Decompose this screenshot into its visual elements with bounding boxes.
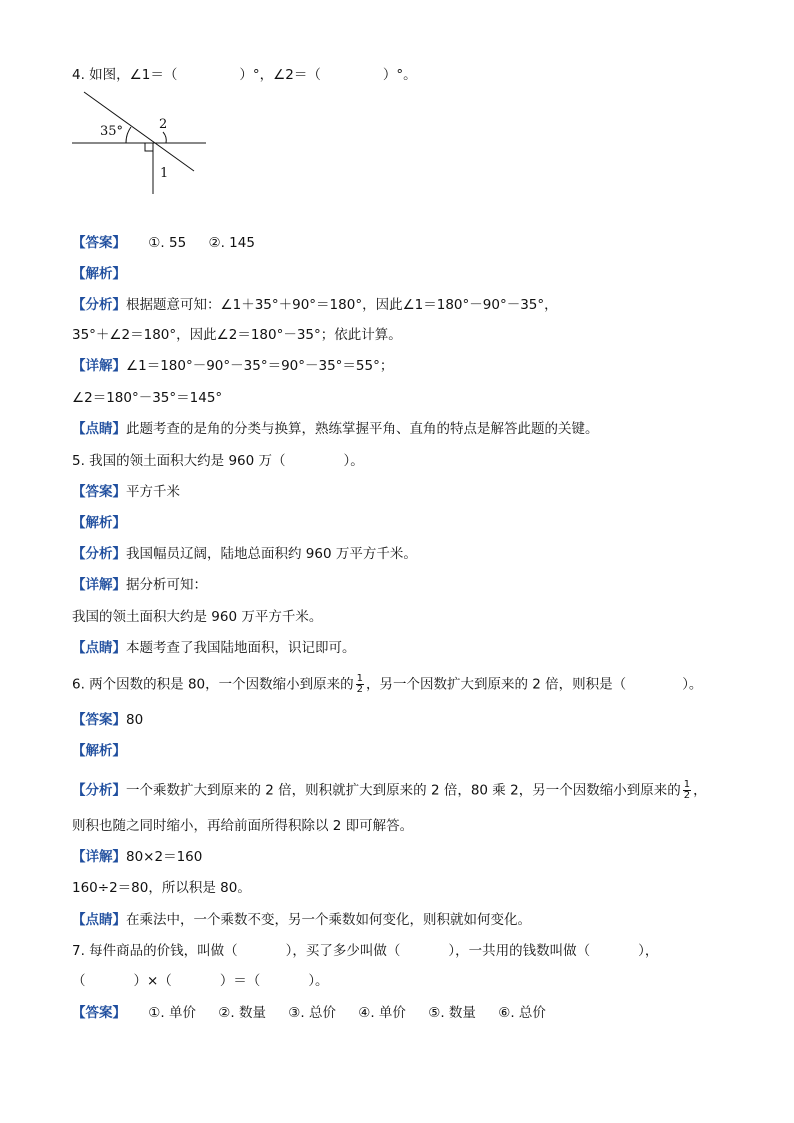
q5-xiangjie (72, 576, 744, 594)
q6-question-text-2: ，另一个因数扩大到原来的 2 倍，则积是（ (366, 676, 627, 693)
q7-answer-5: ⑤. 数量 (428, 1005, 476, 1021)
q7-text-2b: ）×（ (133, 973, 172, 989)
q4-xiangjie-line-1: ∠1＝180°－90°－35°＝90°－35°＝55°； (126, 358, 394, 374)
q5-xiangjie-line-2: 我国的领土面积大约是 960 万平方千米。 (72, 609, 323, 625)
q6-dianjing-text: 在乘法中，一个乘数不变，另一个乘数如何变化，则积就如何变化。 (126, 912, 531, 928)
q6-answer (72, 711, 744, 729)
q6-xiangjie-cont (72, 879, 744, 897)
q4-question-text-1: 4. 如图，∠1＝（ (72, 67, 178, 83)
q6-analysis-heading (72, 742, 744, 760)
fraction-denominator: 2 (356, 684, 364, 695)
q6-fenxi (72, 780, 744, 801)
q6-fenxi-fraction (683, 780, 691, 801)
q4-answer (72, 234, 744, 252)
q5-fenxi-text: 我国幅员辽阔，陆地总面积约 960 万平方千米。 (126, 546, 417, 562)
answer-tag: 【答案】 (72, 484, 126, 500)
q6-question-text-3: ）。 (682, 676, 703, 693)
xiangjie-tag: 【详解】 (72, 849, 126, 865)
q5-dianjing-text: 本题考查了我国陆地面积，识记即可。 (126, 640, 356, 656)
q7-answer-2: ②. 数量 (218, 1005, 266, 1021)
q7-question-line-1 (72, 942, 744, 960)
q6-answer-text: 80 (126, 712, 144, 728)
angle-arc-2 (163, 132, 166, 143)
q7-answer-4: ④. 单价 (358, 1005, 406, 1021)
q4-dianjing (72, 420, 744, 438)
q4-answer-2: ②. 145 (208, 235, 255, 251)
q5-question (72, 452, 744, 470)
angle-label-35: 35° (100, 124, 124, 139)
q6-fenxi-line-1: 一个乘数扩大到原来的 2 倍，则积就扩大到原来的 2 倍，80 乘 2，另一个因数缩小到原来的 (126, 782, 681, 799)
q6-fenxi-line-2: 则积也随之同时缩小，再给前面所得积除以 2 即可解答。 (72, 818, 414, 834)
q4-fenxi-cont (72, 326, 744, 344)
answer-tag: 【答案】 (72, 712, 126, 728)
q7-text-1c: ），一共用的钱数叫做（ (448, 943, 591, 959)
q5-question-text-2: ）。 (343, 453, 364, 469)
q6-fenxi-line-1-end: ， (693, 782, 707, 799)
xiangjie-tag: 【详解】 (72, 577, 126, 593)
q7-text-1a: 7. 每件商品的价钱，叫做（ (72, 943, 238, 959)
fenxi-tag: 【分析】 (72, 546, 126, 562)
q4-analysis-heading (72, 265, 744, 283)
q5-analysis-heading (72, 514, 744, 532)
dianjing-tag: 【点睛】 (72, 640, 126, 656)
angle-label-1: 1 (160, 166, 169, 181)
q7-answer (72, 1004, 744, 1022)
q4-xiangjie-line-2: ∠2＝180°－35°＝145° (72, 390, 223, 406)
q4-question (72, 66, 744, 84)
q4-dianjing-text: 此题考查的是角的分类与换算，熟练掌握平角、直角的特点是解答此题的关键。 (126, 421, 599, 437)
q6-question (72, 674, 744, 695)
q7-text-2c: ）＝（ (219, 973, 261, 989)
dianjing-tag: 【点睛】 (72, 912, 126, 928)
q4-angle-figure (66, 86, 216, 198)
q4-fenxi (72, 296, 744, 314)
q5-answer (72, 483, 744, 501)
analysis-tag: 【解析】 (72, 266, 126, 282)
q4-fenxi-line-1: 根据题意可知：∠1＋35°＋90°＝180°，因此∠1＝180°－90°－35°， (126, 297, 558, 313)
q6-xiangjie-line-2: 160÷2＝80，所以积是 80。 (72, 880, 251, 896)
angle-label-2: 2 (159, 117, 168, 132)
fraction-denominator: 2 (683, 790, 691, 801)
fenxi-tag: 【分析】 (72, 782, 126, 799)
q7-answer-3: ③. 总价 (288, 1005, 336, 1021)
q7-text-2a: （ (72, 973, 86, 989)
q7-text-2d: ）。 (308, 973, 329, 989)
q4-question-text-3: ）°。 (382, 67, 417, 83)
q6-fenxi-cont (72, 817, 744, 835)
fraction-numerator: 1 (356, 673, 364, 684)
q5-question-text-1: 5. 我国的领土面积大约是 960 万（ (72, 453, 286, 469)
q7-answer-6: ⑥. 总价 (498, 1005, 546, 1021)
xiangjie-tag: 【详解】 (72, 358, 126, 374)
answer-tag: 【答案】 (72, 235, 126, 251)
dianjing-tag: 【点睛】 (72, 421, 126, 437)
q4-xiangjie-cont (72, 389, 744, 407)
q6-question-text-1: 6. 两个因数的积是 80，一个因数缩小到原来的 (72, 676, 354, 693)
q6-fraction (356, 674, 364, 695)
q6-dianjing (72, 911, 744, 929)
fenxi-tag: 【分析】 (72, 297, 126, 313)
q7-answer-1: ①. 单价 (148, 1005, 196, 1021)
analysis-tag: 【解析】 (72, 515, 126, 531)
q5-xiangjie-text: 据分析可知： (126, 577, 207, 593)
fraction-numerator: 1 (683, 779, 691, 790)
q4-xiangjie (72, 357, 744, 375)
q7-question-line-2 (72, 972, 744, 990)
q5-dianjing (72, 639, 744, 657)
q5-answer-text: 平方千米 (126, 484, 180, 500)
q4-answer-1: ①. 55 (148, 235, 187, 251)
q6-xiangjie-line-1: 80×2＝160 (126, 849, 203, 865)
analysis-tag: 【解析】 (72, 743, 126, 759)
q5-xiangjie-cont (72, 608, 744, 626)
q5-fenxi (72, 545, 744, 563)
q6-xiangjie (72, 848, 744, 866)
right-angle-mark (145, 143, 153, 151)
q4-fenxi-line-2: 35°＋∠2＝180°，因此∠2＝180°－35°；依此计算。 (72, 327, 402, 343)
q4-question-text-2: ）°，∠2＝（ (239, 67, 321, 83)
q7-text-1d: ）， (638, 943, 659, 959)
answer-tag: 【答案】 (72, 1005, 126, 1021)
q7-text-1b: ），买了多少叫做（ (285, 943, 401, 959)
angle-arc-35 (126, 127, 131, 143)
